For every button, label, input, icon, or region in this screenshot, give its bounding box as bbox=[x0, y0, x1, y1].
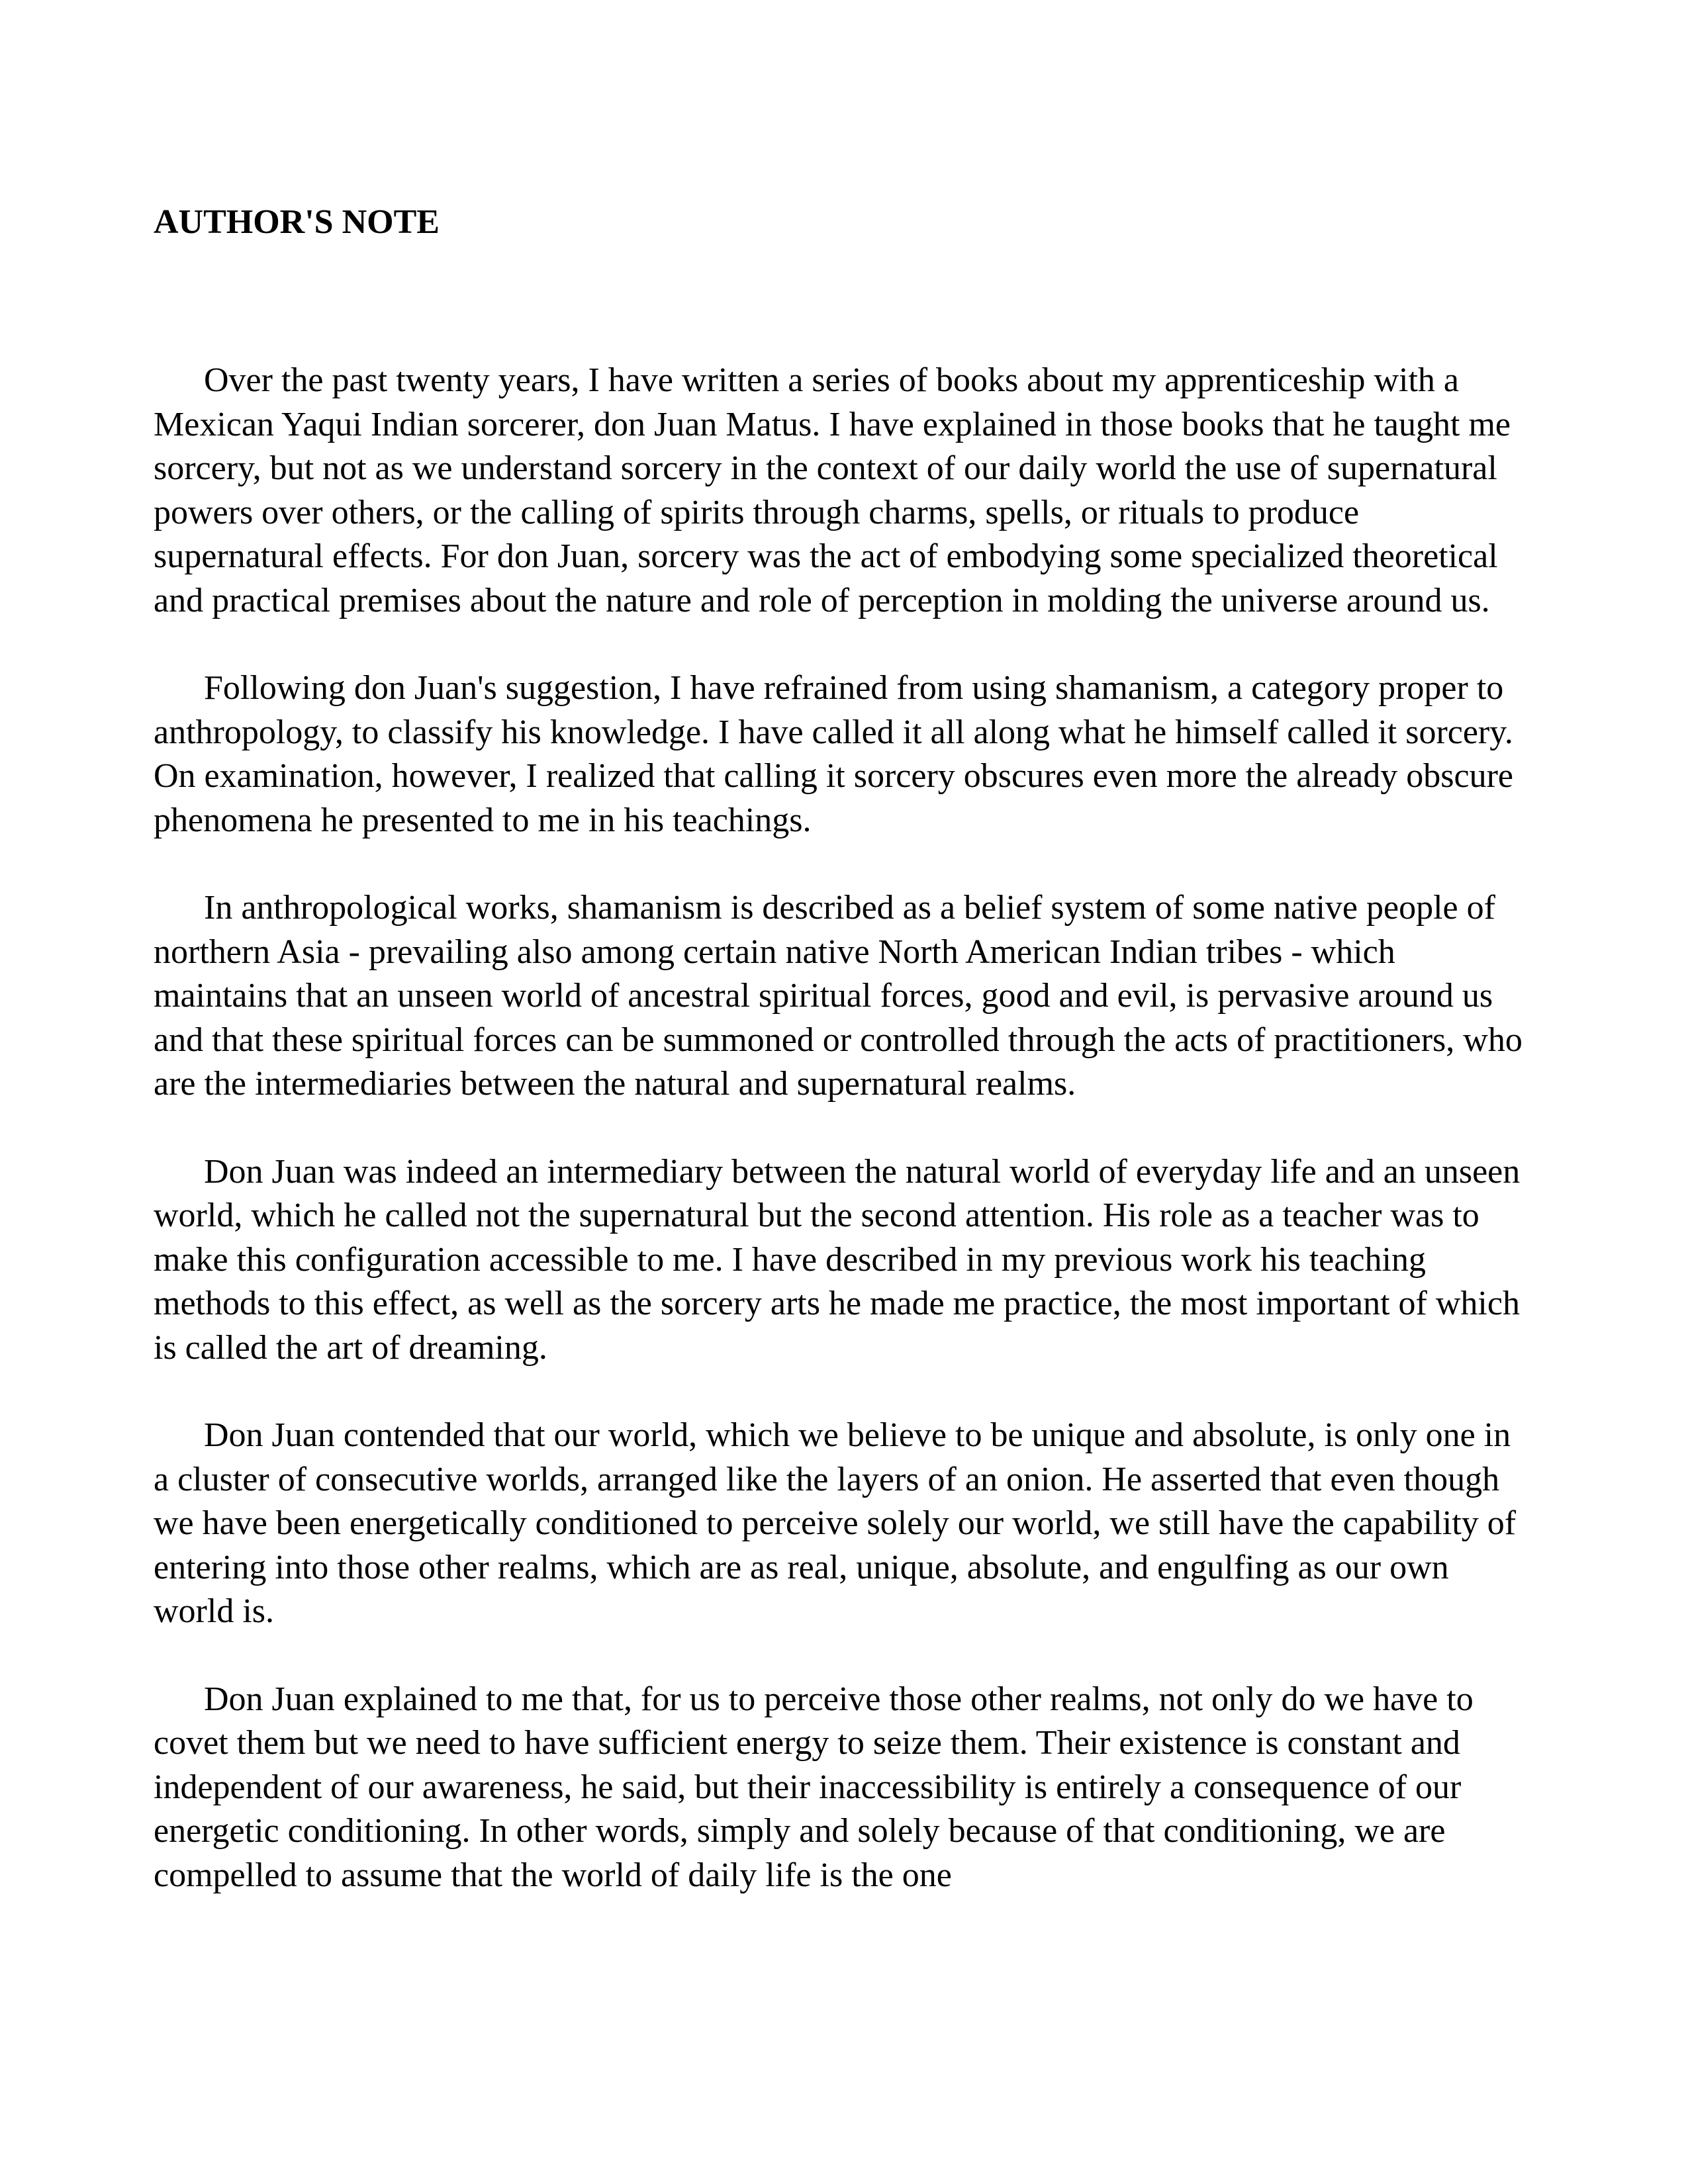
paragraph-2: Following don Juan's suggestion, I have refrained from using shamanism, a category proper to anthropology, to classify his knowledge. I have called it all along what he himself called it sorcery. On examination, however, I realized that calling it sorcery obscures even more the already obscure phenomena he presented to me in his teachings. bbox=[154, 669, 1513, 839]
paragraph-3: In anthropological works, shamanism is described as a belief system of some native people of northern Asia - prevailing also among certain native North American Indian tribes - which maintains that an unseen world of ancestral spiritual forces, good and evil, is pervasive around us and that these spiritual forces can be summoned or controlled through the acts of practitioners, who are the intermediaries between the natural and supernatural realms. bbox=[154, 889, 1523, 1103]
paragraph-4: Don Juan was indeed an intermediary between the natural world of everyday life and an unseen world, which he called not the supernatural but the second attention. His role as a teacher was to make this configuration accessible to me. I have described in my previous work his teaching methods to this effect, as well as the sorcery arts he made me practice, the most important of which is called the art of dreaming. bbox=[154, 1152, 1521, 1367]
paragraph-5: Don Juan contended that our world, which we believe to be unique and absolute, is only one in a cluster of consecutive worlds, arranged like the layers of an onion. He asserted that even though we have been energetically conditioned to perceive solely our world, we still have the capability of entering into those other realms, which are as real, unique, absolute, and engulfing as our own world is. bbox=[154, 1416, 1517, 1630]
document-page bbox=[154, 199, 1530, 1941]
page-heading: AUTHOR'S NOTE bbox=[154, 203, 440, 241]
paragraph-1: Over the past twenty years, I have written a series of books about my apprenticeship with a Mexican Yaqui Indian sorcerer, don Juan Matus. I have explained in those books that he taught me sorcery, but not as we understand sorcery in the context of our daily world the use of supernatural powers over others, or the calling of spirits through charms, spells, or rituals to produce supernatural effects. For don Juan, sorcery was the act of embodying some specialized theoretical and practical premises about the nature and role of perception in molding the universe around us. bbox=[154, 361, 1511, 619]
paragraph-6: Don Juan explained to me that, for us to perceive those other realms, not only do we have to covet them but we need to have sufficient energy to seize them. Their existence is constant and independent of our awareness, he said, but their inaccessibility is entirely a consequence of our energetic conditioning. In other words, simply and solely because of that conditioning, we are compelled to assume that the world of daily life is the one bbox=[154, 1680, 1474, 1894]
